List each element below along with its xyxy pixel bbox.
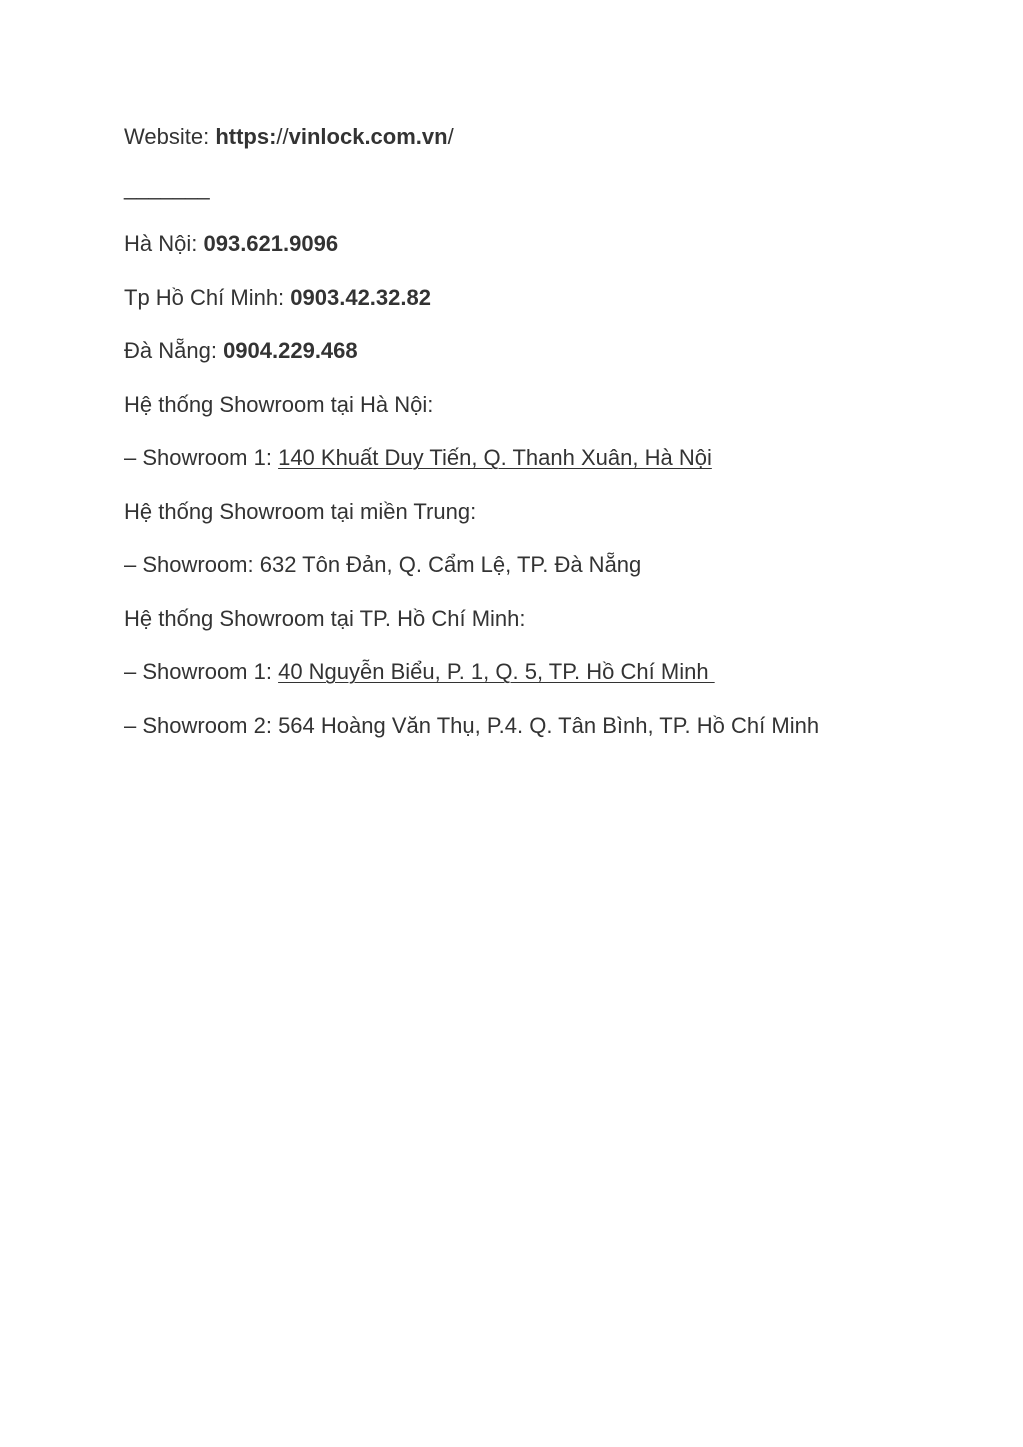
phone-hanoi — [124, 231, 338, 257]
website-url-slashes: // — [276, 124, 289, 149]
phone-hanoi-number: 093.621.9096 — [203, 231, 339, 256]
hcm-showroom-1-prefix: – Showroom 1: — [124, 659, 279, 684]
website-label: Website: — [124, 124, 216, 149]
hcm-showroom-2: – Showroom 2: 564 Hoàng Văn Thụ, P.4. Q. Tân Bình, TP. Hồ Chí Minh — [124, 713, 820, 738]
hanoi-heading: Hệ thống Showroom tại Hà Nội: — [124, 392, 434, 417]
hanoi-showroom-1 — [124, 445, 712, 471]
website-url-domain: vinlock.com.vn — [288, 124, 448, 149]
central-showroom: – Showroom: 632 Tôn Đản, Q. Cẩm Lệ, TP. Đà Nẵng — [124, 552, 642, 577]
phone-hcm-number: 0903.42.32.82 — [290, 285, 431, 310]
hcm-showroom-1-address-link[interactable]: 40 Nguyễn Biểu, P. 1, Q. 5, TP. Hồ Chí Minh — [278, 659, 715, 684]
website-url-trailing-slash: / — [447, 124, 454, 149]
phone-danang-label: Đà Nẵng: — [124, 338, 224, 363]
document-page — [124, 0, 984, 1447]
hanoi-showroom-1-prefix: – Showroom 1: — [124, 445, 279, 470]
hanoi-showroom-1-address-link[interactable]: 140 Khuất Duy Tiến, Q. Thanh Xuân, Hà Nội — [278, 445, 712, 470]
hcm-heading: Hệ thống Showroom tại TP. Hồ Chí Minh: — [124, 606, 526, 631]
website-line — [124, 124, 454, 150]
central-heading: Hệ thống Showroom tại miền Trung: — [124, 499, 477, 524]
phone-danang — [124, 338, 358, 364]
divider-line: _______ — [124, 175, 210, 200]
phone-hcm-label: Tp Hồ Chí Minh: — [124, 285, 291, 310]
phone-danang-number: 0904.229.468 — [223, 338, 358, 363]
phone-hcm — [124, 285, 431, 311]
phone-hanoi-label: Hà Nội: — [124, 231, 204, 256]
hcm-showroom-1 — [124, 659, 715, 685]
website-link[interactable] — [215, 124, 453, 149]
website-url-scheme: https: — [215, 124, 277, 149]
